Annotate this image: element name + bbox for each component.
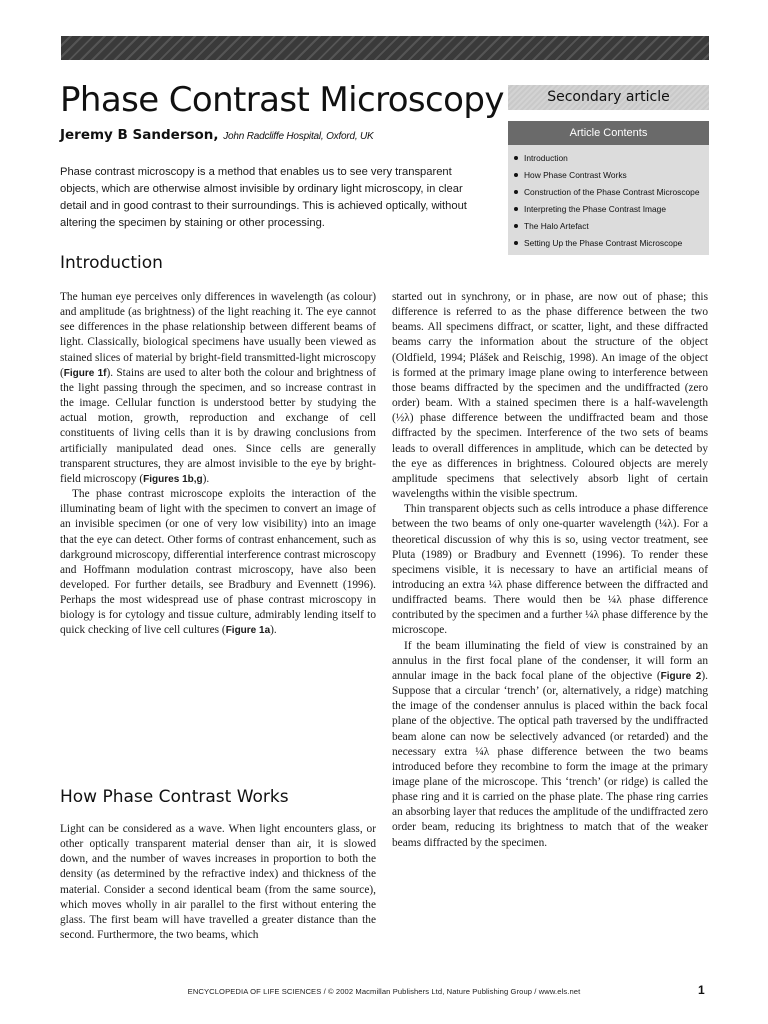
article-contents-list <box>508 145 709 252</box>
abstract: Phase contrast microscopy is a method that enables us to see very transparent objects, which are otherwise almost invisible by ordinary light microscopy, in clear detail and in good contrast to their surroundings. This is achieved optically, without altering the specimen by staining or other processing. <box>60 166 467 229</box>
bullet-icon <box>514 156 518 160</box>
right-paragraph-1: started out in synchrony, or in phase, are now out of phase; this difference is referred to as the phase difference between the two beams. All specimens diffract, or scatter, light, and these diffracted beams carry the information about the structure of the object (Oldfield, 1994; Plášek and Reischig, 1998). An image of the object is formed at the primary image plane owing to interference between those beams diffracted by the specimen and the undiffracted (zero order) beam. With a stained specimen there is a half-wavelength (½λ) phase difference between the undiffracted beam and those diffracted by the specimen. Interference of the two sets of beams leads to overall differences in amplitude, which can be detected by the eye as differences in brightness. Coloured objects are merely amplitude specimens that selectively absorb light of certain wavelengths within the visible spectrum. <box>392 291 708 501</box>
byline <box>60 126 374 146</box>
how-paragraph-1: Light can be considered as a wave. When light encounters glass, or other optically transparent material denser than air, it is slowed down, and the number of waves increases in proportion to both the density (as determined by the refractive index) and thickness of the material. Consider a second identical beam (from the same source), which moves wholly in air parallel to the first without entering the glass. The first beam will have travelled a greater distance than the second. Furthermore, the two beams, which <box>60 823 376 942</box>
contents-item[interactable]: The Halo Artefact <box>514 218 709 235</box>
intro-paragraph-1: The human eye perceives only differences in wavelength (as colour) and amplitude (as brightness) of the light reaching it. The eye cannot see differences in the phase relationship between different beams of light. Classically, biological specimens have usually been viewed as stained slices of material by bright-field transmitted-light microscopy (Figure 1f). Stains are used to alter both the colour and brightness of the light passing through the specimen, and so increase contrast in the image. Cellular function is understood better by studying the actual motion, growth, reproduction and exchange of cell constituents of living cells than it is by drawing conclusions from artificially manipulated dead ones. Since cells are generally transparent structures, they are almost invisible to the eye by bright-field microscopy (Figures 1b,g). <box>60 291 377 485</box>
contents-item[interactable]: Interpreting the Phase Contrast Image <box>514 201 709 218</box>
right-text-column <box>392 290 708 851</box>
right-paragraph-2: Thin transparent objects such as cells introduce a phase difference between the two beams of only one-quarter wavelength (¼λ). For a theoretical discussion of why this is so, using vector treatment, see Pluta (1989) or Bradbury and Evennett (1996). To render these specimens visible, it is necessary to have an artificial means of introducing an extra ¼λ phase difference between the diffracted and undiffracted beams. There would then be ¼λ phase difference contributed by the specimen and a further ¼λ phase difference by the microscope. <box>392 503 708 637</box>
section-heading-introduction: Introduction <box>60 253 163 273</box>
page-number: 1 <box>698 983 705 997</box>
figure-reference[interactable]: Figure 1a <box>225 625 271 637</box>
intro-paragraph-2: The phase contrast microscope exploits the interaction of the illuminating beam of light with the specimen to convert an image of an invisible specimen (or one of very low visibility) into an image that the eye can detect. Other forms of contrast enhancement, such as darkground microscopy, differential interference contrast microscopy and Hoffmann modulation contrast microscopy, have also been developed. For further details, see Bradbury and Evennett (1996). Perhaps the most widespread use of phase contrast microscopy in biology is for cytology and tissue culture, admirably lending itself to quick checking of live cell cultures (Figure 1a). <box>60 488 376 637</box>
figure-reference[interactable]: Figure 2 <box>660 670 702 682</box>
figure-reference[interactable]: Figure 1f <box>63 367 107 379</box>
bullet-icon <box>514 224 518 228</box>
article-type-badge: Secondary article <box>508 85 709 110</box>
page-footer: ENCYCLOPEDIA OF LIFE SCIENCES / © 2002 Macmillan Publishers Ltd, Nature Publishing Group / www.els.net <box>187 987 581 996</box>
bullet-icon <box>514 241 518 245</box>
intro-text-column <box>60 290 376 639</box>
bullet-icon <box>514 173 518 177</box>
author-affiliation: John Radcliffe Hospital, Oxford, UK <box>223 131 374 142</box>
figure-reference[interactable]: Figures 1b,g <box>143 473 203 485</box>
article-contents-title: Article Contents <box>508 121 709 145</box>
bullet-icon <box>514 190 518 194</box>
article-title: Phase Contrast Microscopy <box>60 80 504 120</box>
right-paragraph-3: If the beam illuminating the field of view is constrained by an annulus in the first focal plane of the condenser, it will form an annular image in the back focal plane of the objective (Figure 2). Suppose that a circular ‘trench’ (or, alternatively, a ridge) matching the image of the condenser annulus is placed within the back focal plane of the objective. The optical path traversed by the undiffracted beam alone can now be selectively advanced (or retarded) and the necessary extra ¼λ phase difference between the two beams introduced before they recombine to form the image at the primary image plane of the microscope. This ‘trench’ (or ridge) is called the phase ring and it is carried on the phase plate. The phase ring carries an absorbing layer that reduces the amplitude of the undiffracted zero order beam, reducing its brightness to match that of the weaker beams diffracted by the specimen. <box>392 639 708 849</box>
header-decorative-bar <box>61 36 709 60</box>
contents-item[interactable]: How Phase Contrast Works <box>514 167 709 184</box>
article-contents-box <box>508 121 709 255</box>
contents-item[interactable]: Introduction <box>514 150 709 167</box>
bullet-icon <box>514 207 518 211</box>
contents-item[interactable]: Construction of the Phase Contrast Microscope <box>514 184 709 201</box>
how-text-column <box>60 822 376 943</box>
author-name: Jeremy B Sanderson, <box>60 127 219 143</box>
contents-item[interactable]: Setting Up the Phase Contrast Microscope <box>514 235 709 252</box>
section-heading-how-it-works: How Phase Contrast Works <box>60 787 289 807</box>
